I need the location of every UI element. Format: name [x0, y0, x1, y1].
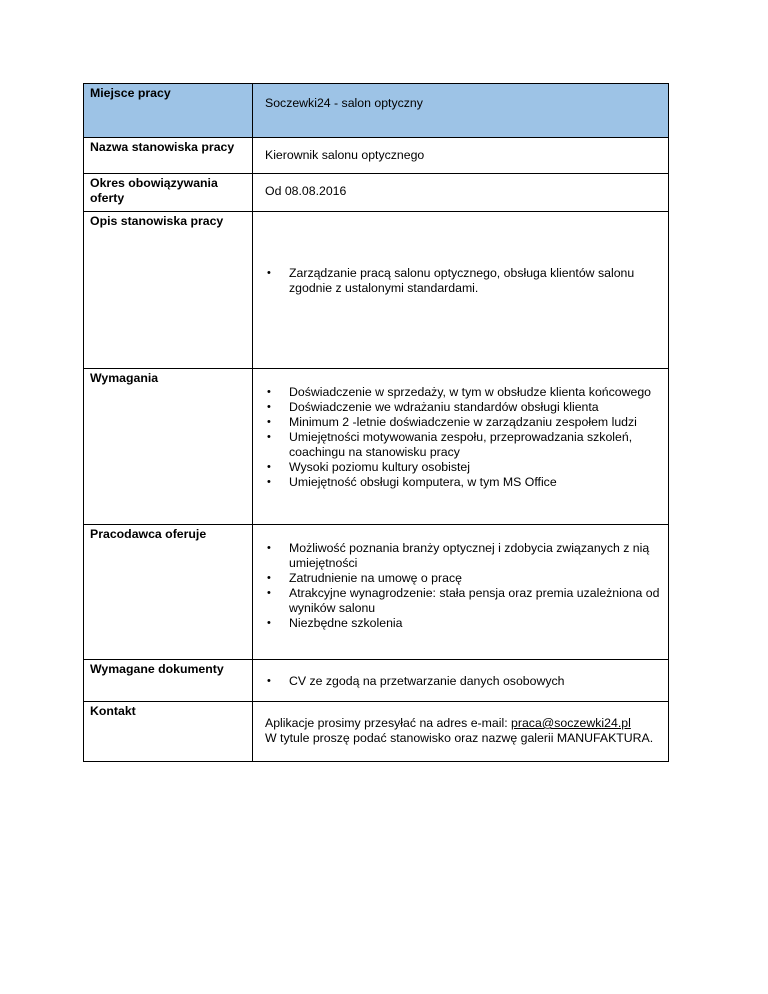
list-item: • Minimum 2 -letnie doświadczenie w zarządzaniu zespołem ludzi	[267, 415, 637, 429]
value-cell	[253, 702, 669, 762]
value-cell	[253, 660, 669, 702]
offer-list	[265, 541, 662, 631]
contact-label: Kontakt	[90, 704, 136, 718]
value-cell	[253, 212, 669, 369]
location-label: Miejsce pracy	[90, 86, 171, 100]
list-item: • Umiejętności motywowania zespołu, przeprowadzania szkoleń, coachingu na stanowisku pracy	[267, 430, 633, 459]
contact-line-1: Aplikacje prosimy przesyłać na adres e-mail: praca@soczewki24.pl	[265, 716, 631, 730]
requirements-list	[265, 385, 662, 490]
bullet-icon: •	[267, 431, 271, 443]
row-description	[84, 212, 669, 369]
requirements-label: Wymagania	[90, 371, 159, 385]
validity-value: Od 08.08.2016	[265, 184, 347, 198]
list-item: • Umiejętność obsługi komputera, w tym MS Office	[267, 475, 557, 489]
value-cell	[253, 525, 669, 660]
row-location	[84, 84, 669, 138]
list-item: • Zarządzanie pracą salonu optycznego, obsługa klientów salonu zgodnie z ustalonymi standardami.	[267, 266, 635, 295]
value-cell	[253, 138, 669, 174]
list-item: • Doświadczenie we wdrażaniu standardów obsługi klienta	[267, 400, 599, 414]
value-cell	[253, 84, 669, 138]
list-item: • Niezbędne szkolenia	[267, 616, 403, 630]
label-cell	[84, 525, 253, 660]
bullet-icon: •	[267, 572, 271, 584]
value-cell	[253, 174, 669, 212]
contact-text	[265, 702, 662, 746]
list-item: • Możliwość poznania branży optycznej i zdobycia związanych z nią umiejętności	[267, 541, 650, 570]
bullet-icon: •	[267, 386, 271, 398]
validity-label: Okres obowiązywania oferty	[90, 176, 218, 205]
location-value: Soczewki24 - salon optyczny	[265, 96, 423, 110]
label-cell	[84, 660, 253, 702]
row-documents	[84, 660, 669, 702]
list-item: • Wysoki poziomu kultury osobistej	[267, 460, 470, 474]
description-list	[265, 266, 662, 296]
list-item: • Doświadczenie w sprzedaży, w tym w obsłudze klienta końcowego	[267, 385, 652, 399]
row-position	[84, 138, 669, 174]
list-item: • Zatrudnienie na umowę o pracę	[267, 571, 462, 585]
value-cell	[253, 369, 669, 525]
row-offer	[84, 525, 669, 660]
label-cell	[84, 138, 253, 174]
label-cell	[84, 702, 253, 762]
list-item: • CV ze zgodą na przetwarzanie danych osobowych	[267, 674, 565, 688]
row-requirements	[84, 369, 669, 525]
bullet-icon: •	[267, 476, 271, 488]
offer-label: Pracodawca oferuje	[90, 527, 207, 541]
label-cell	[84, 84, 253, 138]
label-cell	[84, 174, 253, 212]
bullet-icon: •	[267, 267, 271, 279]
bullet-icon: •	[267, 461, 271, 473]
description-label: Opis stanowiska pracy	[90, 214, 224, 228]
documents-list	[265, 674, 662, 689]
bullet-icon: •	[267, 542, 271, 554]
bullet-icon: •	[267, 617, 271, 629]
position-label: Nazwa stanowiska pracy	[90, 140, 235, 154]
job-offer-table	[83, 83, 669, 762]
row-contact	[84, 702, 669, 762]
bullet-icon: •	[267, 587, 271, 599]
email-link[interactable]: praca@soczewki24.pl	[511, 716, 631, 730]
list-item: • Atrakcyjne wynagrodzenie: stała pensja oraz premia uzależniona od wyników salonu	[267, 586, 660, 615]
bullet-icon: •	[267, 416, 271, 428]
documents-label: Wymagane dokumenty	[90, 662, 224, 676]
label-cell	[84, 369, 253, 525]
label-cell	[84, 212, 253, 369]
position-value: Kierownik salonu optycznego	[265, 148, 425, 162]
bullet-icon: •	[267, 675, 271, 687]
contact-line-2: W tytule proszę podać stanowisko oraz nazwę galerii MANUFAKTURA.	[265, 731, 654, 745]
row-validity	[84, 174, 669, 212]
bullet-icon: •	[267, 401, 271, 413]
